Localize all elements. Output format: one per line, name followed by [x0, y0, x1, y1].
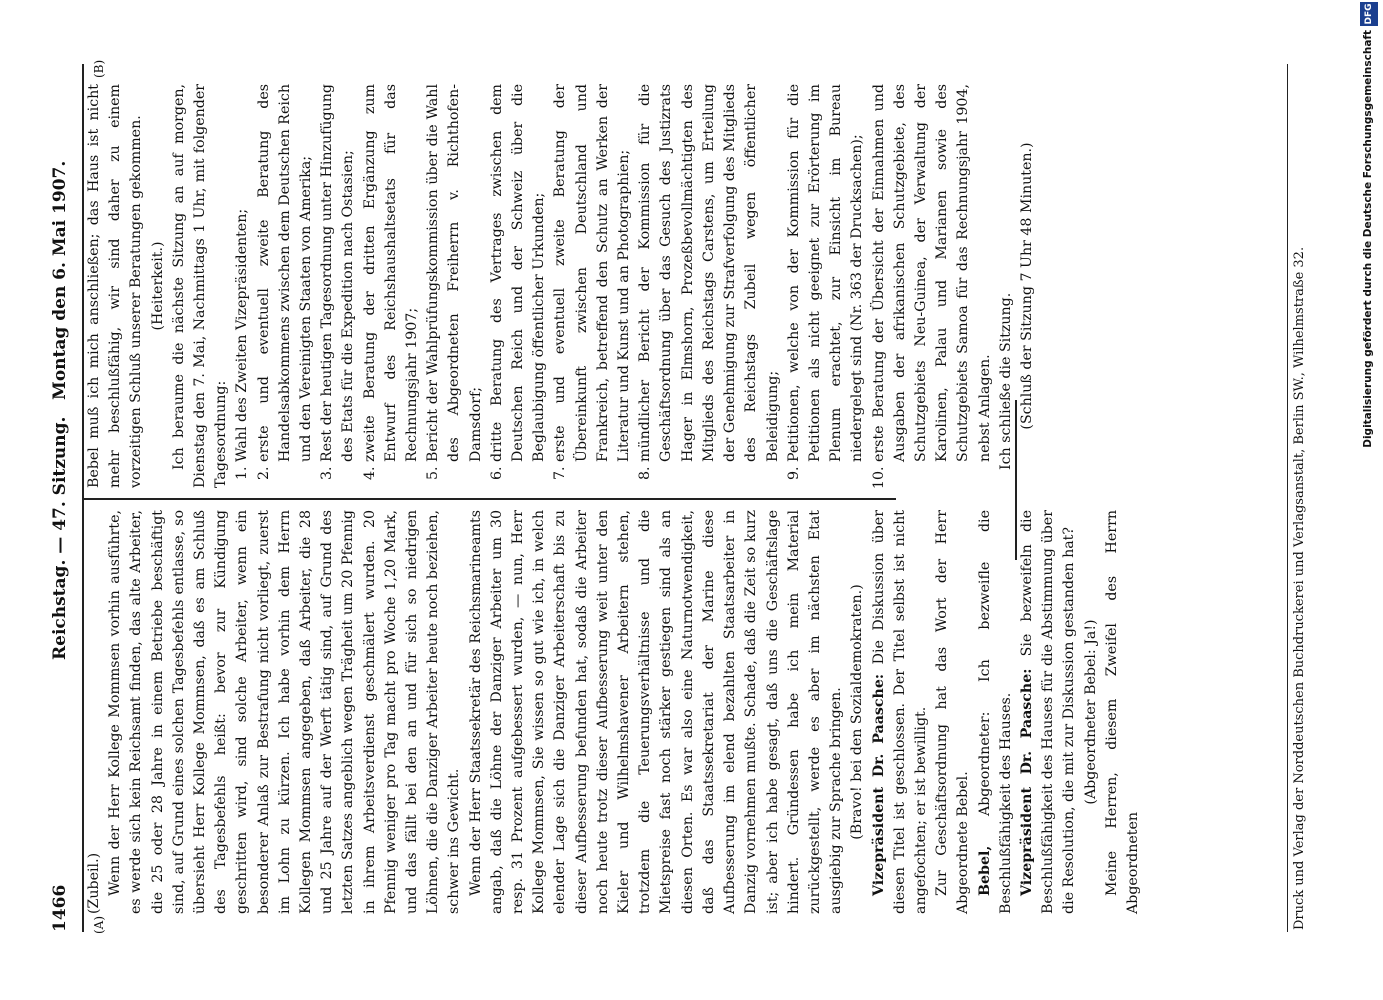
- speech-text: Die Diskussion über diesen Titel ist geschlossen. Der Titel selbst ist nicht angefochten; er ist bewilligt.: [870, 510, 929, 914]
- speech-text: Sie bezweifeln die Beschlußfähigkeit des Hauses für die Abstimmung über die Resolution, die mit zur Diskussion gestanden hat?: [1018, 510, 1078, 914]
- agenda-item: 6. dritte Beratung des Vertrages zwischen dem Deutschen Reich und der Schweiz über die Beglaubigung öffentlicher Urkunden;: [487, 84, 551, 462]
- column-divider: [84, 498, 896, 500]
- paragraph: Meine Herren, diesem Zweifel des Herrn Abgeordneten: [1103, 510, 1141, 914]
- margin-marker-a: (A): [92, 915, 106, 934]
- page-number: 1466: [50, 884, 70, 932]
- stage-direction: (Abgeordneter Bebel: Ja!): [1082, 619, 1099, 805]
- paragraph: Wenn der Herr Kollege Mommsen vorhin ausführte, es werde sich kein Reichsamt finden, das alte Arbeiter, die 25 oder 28 Jahre in einem Betriebe beschäftigt sind, auf Grund eines solchen Tagesbefehls entlasse, so übersieht Herr Kollege Mommsen, daß es am Schluß des Tagesbefehls heißt: bevor zur Kündigung geschritten wird, sind solche Arbeiter, wenn ein besonderer Anlaß zur Bestrafung nicht vorliegt, zuerst im Lohn zu kürzen. Ich habe vorhin dem Herrn Kollegen Mommsen angegeben, daß Arbeiter, die 28 und 25 Jahre auf der Werft tätig sind, auf Grund des letzten Satzes angeblich wegen Trägheit um 20 Pfennig in ihrem Arbeitsverdienst geschmälert wurden. 20 Pfennig weniger pro Tag macht pro Woche 1,20 Mark, und das fällt bei den an und für sich so niedrigen Löhnen, die die Danziger Arbeiter heute noch beziehen, schwer ins Gewicht.: [107, 510, 463, 914]
- dfg-logo: DFG: [1360, 2, 1378, 26]
- agenda-item: 8. mündlicher Bericht der Kommission für die Geschäftsordnung über das Gesuch des Justizrats Hager in Elmshorn, Prozeßbevollmächtigten des Mitglieds des Reichstags Carstens, um Erteilung der Genehmigung zur Strafverfolgung des Mitglieds des Reichstags Zubeil wegen öffentlicher Beleidigung;: [635, 84, 783, 462]
- stage-direction: (Schluß der Sitzung 7 Uhr 48 Minuten.): [1018, 142, 1035, 430]
- paragraph: [869, 510, 933, 914]
- digitization-note: Digitalisierung gefördert durch die Deutsche Forschungsgemeinschaft: [1362, 30, 1374, 448]
- paragraph: Ich schließe die Sitzung.: [997, 292, 1014, 470]
- paragraph: Zur Geschäftsordnung hat das Wort der Herr Abgeordnete Bebel.: [934, 510, 972, 914]
- agenda-item: 7. erste und eventuell zweite Beratung der Übereinkunft zwischen Deutschland und Frankreich, betreffend den Schutz an Werken der Literatur und Kunst und an Photographien;: [550, 84, 635, 462]
- footer-rule: [1287, 64, 1288, 932]
- agenda-item: 9. Petitionen, welche von der Kommission für die Petitionen als nicht geeignet zur Erörterung im Plenum erachtet, zur Einsicht im Bureau niedergelegt sind (Nr. 363 der Drucksachen);: [784, 84, 869, 462]
- digitization-credit: [1360, 0, 1382, 986]
- paragraph: [1017, 510, 1081, 914]
- printer-imprint: Druck und Verlag der Norddeutschen Buchdruckerei und Verlagsanstalt, Berlin SW., Wilhelmstraße 32.: [1292, 246, 1307, 930]
- session-date: Montag den 6. Mai 1907.: [50, 160, 70, 400]
- paragraph: Bebel muß ich mich anschließen; das Haus ist nicht mehr beschlußfähig, wir sind daher zu einem vorzeitigen Schluß unserer Beratungen gekommen.: [86, 84, 145, 488]
- agenda-item: 10. erste Beratung der Übersicht der Einnahmen und Ausgaben der afrikanischen Schutzgebiete, des Schutzgebiets Neu-Guinea, der Verwaltung der Karolinen, Palau und Marianen sowie des Schutzgebiets Samoa für das Rechnungsjahr 1904, nebst Anlagen.: [869, 84, 996, 462]
- speaker-continuation: (Zubeil.): [86, 852, 102, 914]
- stage-direction: (Bravo! bei den Sozialdemokraten.): [849, 584, 866, 840]
- paragraph: Wenn der Herr Staatssekretär des Reichsmarineamts angab, daß die Löhne der Danziger Arbeiter um 30 resp. 31 Prozent aufgebessert wurden, — nun, Herr Kollege Mommsen, Sie wissen so gut wie ich, in welch elender Lage sich die Danziger Arbeiterschaft bis zu dieser Aufbesserung befunden hat, sodaß die Arbeiter noch heute trotz dieser Aufbesserung weit unter den Kieler und Wilhelmshavener Arbeitern stehen, trotzdem die Teuerungsverhältnisse und die Mietspreise fast noch stärker gestiegen sind als an diesen Orten. Es war also eine Naturnotwendigkeit, daß das Staatssekretariat der Marine diese Aufbesserung im elend bezahlten Staatsarbeiter in Danzig vornehmen mußte. Schade, daß die Zeit so kurz ist; aber ich habe gesagt, daß uns die Geschäftslage hindert. Gründessen habe ich mein Material zurückgestellt, werde es aber im nächsten Etat ausgiebig zur Sprache bringen.: [467, 510, 845, 914]
- speaker-name: Vizepräsident Dr. Paasche:: [1018, 668, 1035, 896]
- stage-direction: (Heiterkeit.): [149, 241, 166, 331]
- left-column: [84, 510, 1141, 914]
- agenda-item: 1. Wahl des Zweiten Vizepräsidenten;: [232, 84, 253, 462]
- speech-text: Abgeordneter: Ich bezweifle die Beschlußfähigkeit des Hauses.: [976, 510, 1014, 914]
- agenda-item: 3. Rest der heutigen Tagesordnung unter Hinzufügung des Etats für die Expedition nach Ostasien;: [317, 84, 359, 462]
- agenda-item: 5. Bericht der Wahlprüfungskommission über die Wahl des Abgeordneten Freiherrn v. Richthofen-Damsdorf;: [423, 84, 487, 462]
- agenda-item: 2. erste und eventuell zweite Beratung des Handelsabkommens zwischen dem Deutschen Reich und den Vereinigten Staaten von Amerika;: [254, 84, 318, 462]
- paragraph: Ich beraume die nächste Sitzung an auf morgen, Dienstag den 7. Mai, Nachmittags 1 Uhr, mit folgender Tagesordnung:: [170, 84, 230, 488]
- speaker-name: Bebel,: [976, 845, 993, 896]
- paragraph: [975, 510, 1017, 914]
- closing-rule: [1015, 400, 1017, 560]
- margin-marker-b: (B): [92, 59, 106, 78]
- agenda-item: 4. zweite Beratung der dritten Ergänzung zum Entwurf des Reichshaushaltsetats für das Rechnungsjahr 1907;: [360, 84, 424, 462]
- session-title: Reichstag. — 47. Sitzung.: [50, 416, 70, 660]
- speaker-name: Vizepräsident Dr. Paasche:: [870, 673, 887, 896]
- agenda-list: [232, 84, 995, 488]
- right-column: [84, 84, 1035, 488]
